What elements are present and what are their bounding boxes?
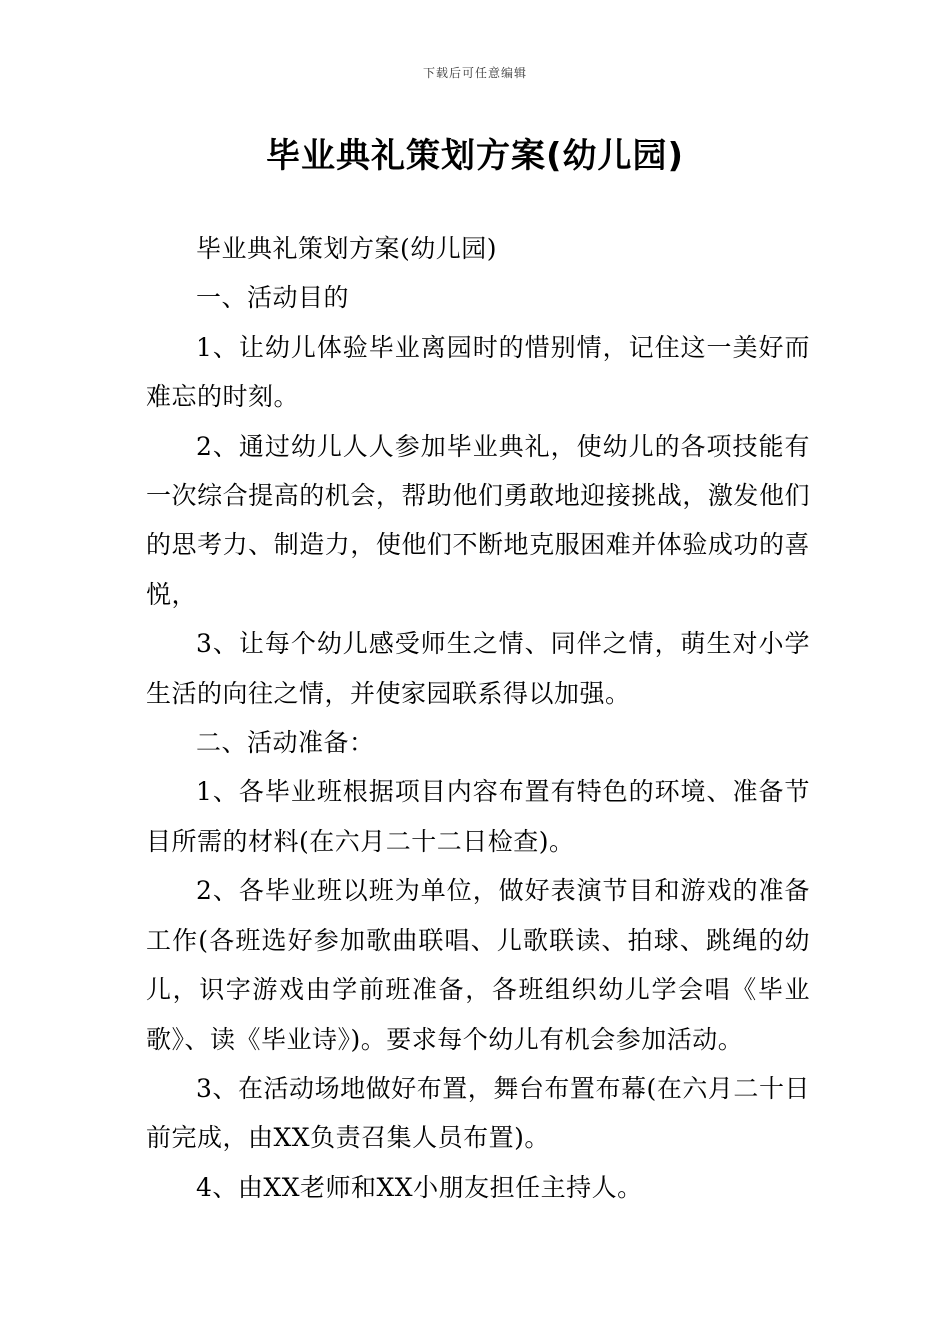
- paragraph-goal-1: 1、让幼儿体验毕业离园时的惜别情，记住这一美好而难忘的时刻。: [146, 332, 810, 412]
- paragraph-subtitle: 毕业典礼策划方案(幼儿园): [196, 234, 498, 263]
- paragraph-prep-2: 2、各毕业班以班为单位，做好表演节目和游戏的准备工作(各班选好参加歌曲联唱、儿歌联读、拍球、跳绳的幼儿，识字游戏由学前班准备，各班组织幼儿学会唱《毕业歌》、读《毕业诗》)。要求每个幼儿有机会参加活动。: [146, 876, 810, 1054]
- section-heading-goals: 一、活动目的: [196, 283, 350, 313]
- paragraph-prep-4: 4、由XX老师和XX小朋友担任主持人。: [196, 1172, 643, 1202]
- paragraph-prep-3: 3、在活动场地做好布置，舞台布置布幕(在六月二十日前完成，由XX负责召集人员布置)。: [146, 1073, 810, 1153]
- header-note: 下载后可任意编辑: [422, 66, 527, 80]
- paragraph-prep-1: 1、各毕业班根据项目内容布置有特色的环境、准备节目所需的材料(在六月二十二日检查)。: [146, 777, 810, 856]
- paragraph-goal-3: 3、让每个幼儿感受师生之情、同伴之情，萌生对小学生活的向往之情，并使家园联系得以加强。: [146, 629, 810, 708]
- document-title: 毕业典礼策划方案(幼儿园): [265, 136, 685, 176]
- section-heading-preparation: 二、活动准备：: [196, 728, 375, 758]
- document-body: [146, 224, 810, 1212]
- paragraph-goal-2: 2、通过幼儿人人参加毕业典礼，使幼儿的各项技能有一次综合提高的机会，帮助他们勇敢地迎接挑战，激发他们的思考力、制造力，使他们不断地克服困难并体验成功的喜悦，: [146, 431, 810, 609]
